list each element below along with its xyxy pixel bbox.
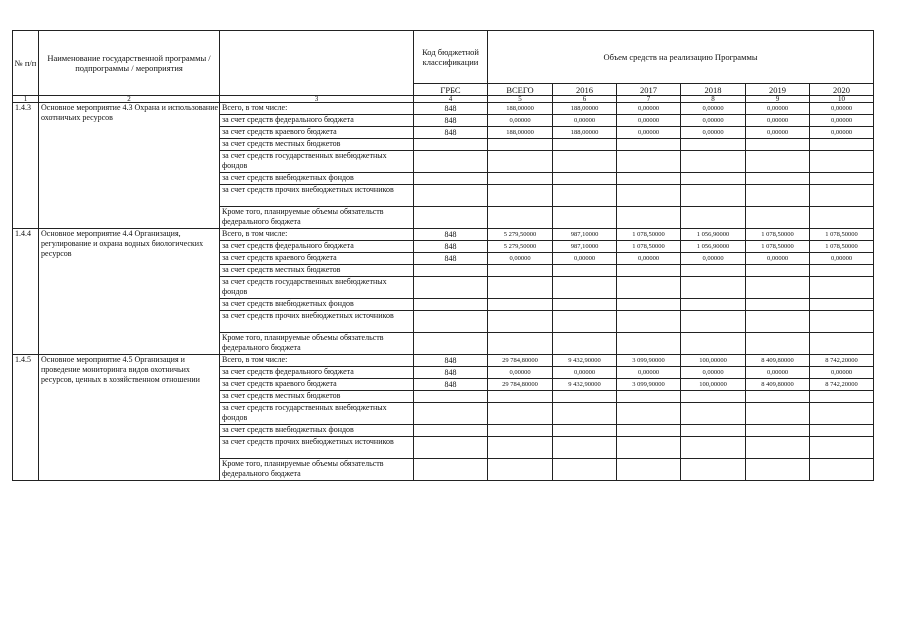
column-number: 2 xyxy=(39,96,220,103)
year-value xyxy=(810,265,874,277)
year-value: 0,00000 xyxy=(746,367,810,379)
table-body xyxy=(13,96,874,481)
total-value xyxy=(488,185,553,207)
year-value: 0,00000 xyxy=(681,103,746,115)
year-value xyxy=(810,173,874,185)
year-value xyxy=(553,333,617,355)
year-value: 987,10000 xyxy=(553,241,617,253)
year-value xyxy=(810,391,874,403)
year-value xyxy=(617,139,681,151)
header-year: 2016 xyxy=(553,84,617,96)
grbs-code: 848 xyxy=(414,241,488,253)
table-row xyxy=(13,355,874,367)
funding-source-label: за счет средств федерального бюджета xyxy=(220,115,414,127)
year-value: 8 742,20000 xyxy=(810,379,874,391)
grbs-code xyxy=(414,391,488,403)
year-value xyxy=(810,277,874,299)
column-number: 3 xyxy=(220,96,414,103)
year-value xyxy=(810,311,874,333)
funding-source-label: Всего, в том числе: xyxy=(220,229,414,241)
section-name: Основное мероприятие 4.4 Организация, регулирование и охрана водных биологических ресурсов xyxy=(39,229,220,355)
total-value: 29 784,80000 xyxy=(488,355,553,367)
grbs-code xyxy=(414,173,488,185)
total-value: 29 784,80000 xyxy=(488,379,553,391)
year-value: 0,00000 xyxy=(681,127,746,139)
year-value xyxy=(681,173,746,185)
year-value: 8 742,20000 xyxy=(810,355,874,367)
year-value: 1 056,90000 xyxy=(681,241,746,253)
year-value xyxy=(617,185,681,207)
funding-source-label: за счет средств краевого бюджета xyxy=(220,127,414,139)
year-value xyxy=(681,299,746,311)
year-value xyxy=(681,425,746,437)
year-value xyxy=(746,139,810,151)
year-value xyxy=(553,299,617,311)
funding-source-label: за счет средств государственных внебюджетных фондов xyxy=(220,403,414,425)
column-number: 7 xyxy=(617,96,681,103)
year-value xyxy=(810,207,874,229)
total-value xyxy=(488,391,553,403)
funding-source-label: за счет средств краевого бюджета xyxy=(220,379,414,391)
year-value: 0,00000 xyxy=(746,127,810,139)
year-value: 0,00000 xyxy=(553,253,617,265)
section-number: 1.4.4 xyxy=(13,229,39,355)
table-row xyxy=(13,103,874,115)
year-value: 1 078,50000 xyxy=(617,229,681,241)
year-value xyxy=(746,311,810,333)
year-value xyxy=(810,299,874,311)
grbs-code: 848 xyxy=(414,127,488,139)
total-value xyxy=(488,265,553,277)
column-number: 9 xyxy=(746,96,810,103)
header-year: 2018 xyxy=(681,84,746,96)
year-value: 0,00000 xyxy=(746,253,810,265)
year-value: 100,00000 xyxy=(681,355,746,367)
section-number: 1.4.5 xyxy=(13,355,39,481)
year-value xyxy=(681,151,746,173)
year-value: 1 078,50000 xyxy=(746,241,810,253)
year-value xyxy=(681,207,746,229)
year-value xyxy=(681,403,746,425)
column-number-row xyxy=(13,96,874,103)
header-volume: Объем средств на реализацию Программы xyxy=(488,31,874,84)
year-value xyxy=(617,173,681,185)
grbs-code xyxy=(414,333,488,355)
funding-source-label: за счет средств местных бюджетов xyxy=(220,265,414,277)
total-value: 188,00000 xyxy=(488,127,553,139)
year-value xyxy=(681,311,746,333)
year-value: 188,00000 xyxy=(553,127,617,139)
year-value: 0,00000 xyxy=(746,103,810,115)
year-value xyxy=(681,265,746,277)
year-value: 1 078,50000 xyxy=(617,241,681,253)
year-value xyxy=(746,151,810,173)
year-value xyxy=(617,391,681,403)
year-value xyxy=(746,391,810,403)
funding-source-label: Всего, в том числе: xyxy=(220,355,414,367)
year-value: 0,00000 xyxy=(617,103,681,115)
year-value: 0,00000 xyxy=(810,367,874,379)
year-value xyxy=(553,425,617,437)
header-year: 2019 xyxy=(746,84,810,96)
header-year: 2017 xyxy=(617,84,681,96)
grbs-code xyxy=(414,311,488,333)
grbs-code xyxy=(414,299,488,311)
year-value xyxy=(553,207,617,229)
year-value xyxy=(681,277,746,299)
grbs-code: 848 xyxy=(414,103,488,115)
funding-source-label: за счет средств прочих внебюджетных источников xyxy=(220,437,414,459)
total-value xyxy=(488,277,553,299)
grbs-code xyxy=(414,139,488,151)
year-value xyxy=(553,139,617,151)
column-number: 6 xyxy=(553,96,617,103)
year-value xyxy=(617,265,681,277)
year-value xyxy=(617,333,681,355)
funding-source-label: за счет средств краевого бюджета xyxy=(220,253,414,265)
year-value: 8 409,80000 xyxy=(746,355,810,367)
year-value xyxy=(746,425,810,437)
year-value xyxy=(553,403,617,425)
year-value: 9 432,90000 xyxy=(553,379,617,391)
year-value: 0,00000 xyxy=(617,253,681,265)
header-year: 2020 xyxy=(810,84,874,96)
year-value xyxy=(617,299,681,311)
year-value xyxy=(617,207,681,229)
funding-source-label: за счет средств внебюджетных фондов xyxy=(220,173,414,185)
total-value xyxy=(488,139,553,151)
year-value xyxy=(746,207,810,229)
header-name: Наименование государственной программы / подпрограммы / мероприятия xyxy=(39,31,220,96)
year-value xyxy=(746,277,810,299)
grbs-code xyxy=(414,425,488,437)
funding-source-label: за счет средств местных бюджетов xyxy=(220,139,414,151)
year-value xyxy=(553,151,617,173)
column-number: 5 xyxy=(488,96,553,103)
year-value: 0,00000 xyxy=(810,115,874,127)
year-value: 0,00000 xyxy=(617,115,681,127)
funding-source-label: за счет средств прочих внебюджетных источников xyxy=(220,185,414,207)
year-value xyxy=(553,265,617,277)
column-number: 4 xyxy=(414,96,488,103)
column-number: 1 xyxy=(13,96,39,103)
year-value: 3 099,90000 xyxy=(617,355,681,367)
header-total: ВСЕГО xyxy=(488,84,553,96)
grbs-code xyxy=(414,459,488,481)
total-value xyxy=(488,459,553,481)
section-name: Основное мероприятие 4.3 Охрана и использование охотничьих ресурсов xyxy=(39,103,220,229)
year-value: 1 056,90000 xyxy=(681,229,746,241)
total-value xyxy=(488,173,553,185)
grbs-code: 848 xyxy=(414,253,488,265)
total-value xyxy=(488,299,553,311)
year-value xyxy=(746,299,810,311)
grbs-code: 848 xyxy=(414,379,488,391)
year-value xyxy=(810,333,874,355)
year-value: 0,00000 xyxy=(681,253,746,265)
program-funding-document xyxy=(12,30,874,481)
year-value xyxy=(553,173,617,185)
year-value xyxy=(617,311,681,333)
total-value xyxy=(488,425,553,437)
year-value: 1 078,50000 xyxy=(810,229,874,241)
total-value: 0,00000 xyxy=(488,115,553,127)
funding-source-label: за счет средств государственных внебюджетных фондов xyxy=(220,277,414,299)
year-value xyxy=(746,173,810,185)
year-value: 188,00000 xyxy=(553,103,617,115)
funding-source-label: за счет средств внебюджетных фондов xyxy=(220,299,414,311)
total-value: 0,00000 xyxy=(488,367,553,379)
section-number: 1.4.3 xyxy=(13,103,39,229)
funding-source-label: Кроме того, планируемые объемы обязательств федерального бюджета xyxy=(220,333,414,355)
year-value xyxy=(746,265,810,277)
funding-source-label: за счет средств местных бюджетов xyxy=(220,391,414,403)
year-value xyxy=(681,333,746,355)
header-blank xyxy=(220,31,414,96)
year-value xyxy=(617,403,681,425)
year-value xyxy=(810,185,874,207)
year-value: 0,00000 xyxy=(681,367,746,379)
year-value xyxy=(681,185,746,207)
year-value: 0,00000 xyxy=(553,115,617,127)
year-value xyxy=(810,403,874,425)
total-value xyxy=(488,403,553,425)
funding-source-label: Кроме того, планируемые объемы обязательств федерального бюджета xyxy=(220,207,414,229)
year-value xyxy=(617,425,681,437)
year-value: 3 099,90000 xyxy=(617,379,681,391)
grbs-code: 848 xyxy=(414,367,488,379)
total-value xyxy=(488,437,553,459)
year-value xyxy=(746,333,810,355)
funding-source-label: за счет средств федерального бюджета xyxy=(220,367,414,379)
grbs-code: 848 xyxy=(414,355,488,367)
year-value: 0,00000 xyxy=(810,253,874,265)
year-value xyxy=(617,151,681,173)
funding-source-label: Кроме того, планируемые объемы обязательств федерального бюджета xyxy=(220,459,414,481)
year-value: 0,00000 xyxy=(617,127,681,139)
column-number: 8 xyxy=(681,96,746,103)
year-value: 0,00000 xyxy=(810,127,874,139)
year-value xyxy=(553,277,617,299)
year-value xyxy=(553,459,617,481)
year-value: 0,00000 xyxy=(810,103,874,115)
header-grbs: ГРБС xyxy=(414,84,488,96)
total-value xyxy=(488,151,553,173)
year-value xyxy=(617,459,681,481)
grbs-code xyxy=(414,207,488,229)
year-value: 0,00000 xyxy=(553,367,617,379)
funding-source-label: Всего, в том числе: xyxy=(220,103,414,115)
header-no: № п/п xyxy=(13,31,39,96)
year-value xyxy=(810,151,874,173)
year-value: 0,00000 xyxy=(681,115,746,127)
year-value xyxy=(746,185,810,207)
header-code: Код бюджетной классификации xyxy=(414,31,488,84)
funding-table xyxy=(12,30,874,481)
year-value xyxy=(746,403,810,425)
funding-source-label: за счет средств федерального бюджета xyxy=(220,241,414,253)
grbs-code xyxy=(414,265,488,277)
year-value xyxy=(810,425,874,437)
year-value xyxy=(810,437,874,459)
year-value xyxy=(681,391,746,403)
year-value: 1 078,50000 xyxy=(746,229,810,241)
year-value: 1 078,50000 xyxy=(810,241,874,253)
grbs-code: 848 xyxy=(414,115,488,127)
total-value xyxy=(488,207,553,229)
section-name: Основное мероприятие 4.5 Организация и проведение мониторинга видов охотничьих ресурсов, ценных в хозяйственном отношении xyxy=(39,355,220,481)
year-value xyxy=(553,391,617,403)
year-value xyxy=(617,437,681,459)
total-value: 5 279,50000 xyxy=(488,229,553,241)
column-number: 10 xyxy=(810,96,874,103)
table-row xyxy=(13,229,874,241)
year-value: 8 409,80000 xyxy=(746,379,810,391)
grbs-code xyxy=(414,151,488,173)
grbs-code xyxy=(414,277,488,299)
funding-source-label: за счет средств государственных внебюджетных фондов xyxy=(220,151,414,173)
total-value: 188,00000 xyxy=(488,103,553,115)
grbs-code xyxy=(414,403,488,425)
year-value xyxy=(681,139,746,151)
grbs-code xyxy=(414,437,488,459)
total-value: 5 279,50000 xyxy=(488,241,553,253)
funding-source-label: за счет средств прочих внебюджетных источников xyxy=(220,311,414,333)
year-value xyxy=(553,311,617,333)
total-value xyxy=(488,333,553,355)
year-value: 0,00000 xyxy=(617,367,681,379)
year-value xyxy=(810,139,874,151)
year-value: 100,00000 xyxy=(681,379,746,391)
year-value xyxy=(617,277,681,299)
year-value xyxy=(553,437,617,459)
total-value xyxy=(488,311,553,333)
year-value xyxy=(746,459,810,481)
total-value: 0,00000 xyxy=(488,253,553,265)
grbs-code: 848 xyxy=(414,229,488,241)
year-value xyxy=(681,459,746,481)
year-value: 0,00000 xyxy=(746,115,810,127)
year-value xyxy=(746,437,810,459)
year-value: 9 432,90000 xyxy=(553,355,617,367)
year-value: 987,10000 xyxy=(553,229,617,241)
year-value xyxy=(553,185,617,207)
year-value xyxy=(810,459,874,481)
funding-source-label: за счет средств внебюджетных фондов xyxy=(220,425,414,437)
grbs-code xyxy=(414,185,488,207)
year-value xyxy=(681,437,746,459)
